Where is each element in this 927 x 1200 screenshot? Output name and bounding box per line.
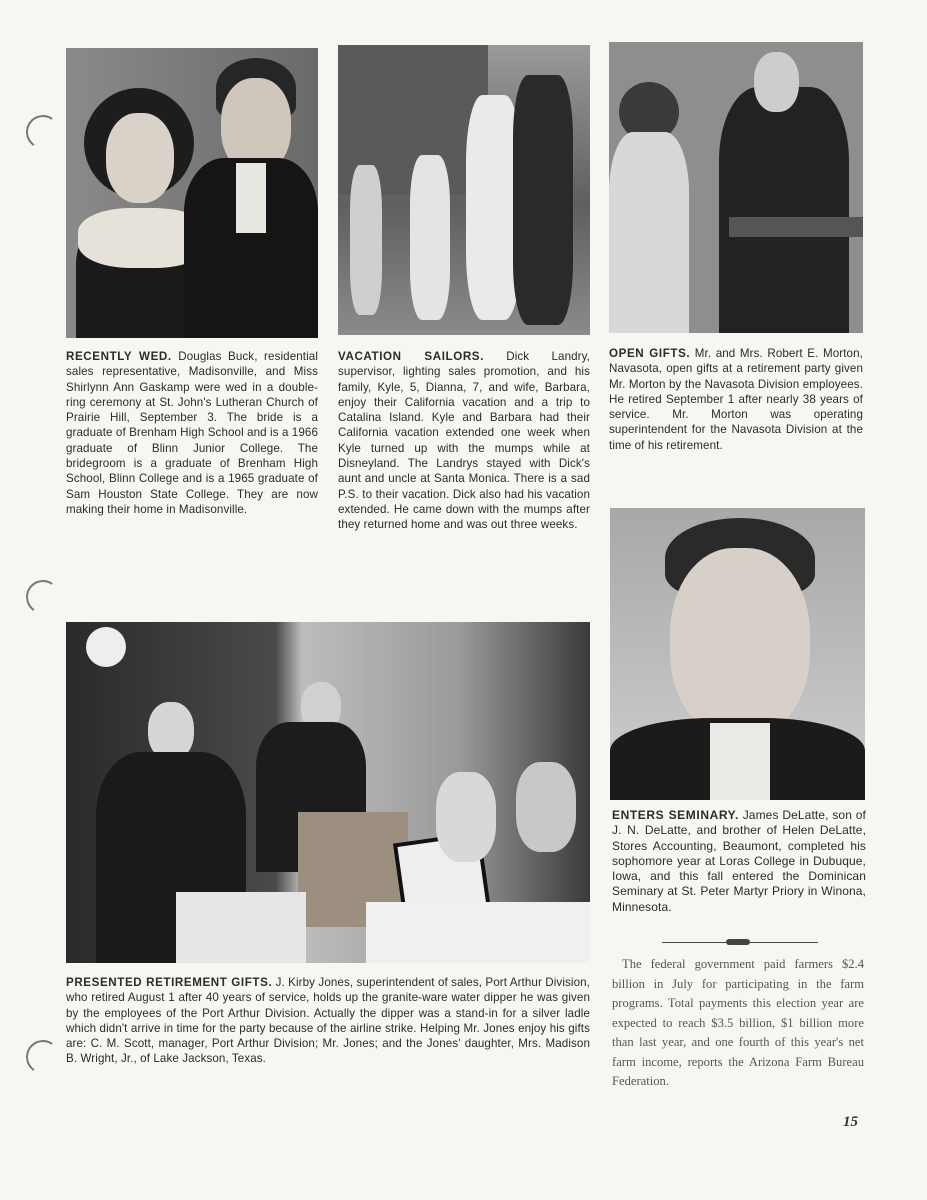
- ornamental-divider: [662, 942, 818, 943]
- binder-hole-mark: [23, 577, 62, 616]
- filler-article: The federal government paid farmers $2.4 billion in July for participating in the farm programs. Total payments this election year are expected to reach $3.5 billion, $1 billion more than last year, and one fourth of this year's net farm income, reports the Arizona Farm Bureau Federation.: [612, 957, 864, 1088]
- binder-hole-mark: [23, 1037, 62, 1076]
- caption-body: J. Kirby Jones, superintendent of sales, Port Arthur Division, who retired August 1 after 40 years of service, holds up the granite-ware water dipper he was given by the employees of the Port Arthur Division. Actually the dipper was a stand-in for a silver ladle which didn't arrive in time for the party because of the airline strike. Helping Mr. Jones enjoy his gifts are: C. M. Scott, manager, Port Arthur Division; Mr. Jones; and the Jones' daughter, Mrs. Madison B. Wright, Jr., of Lake Jackson, Texas.: [66, 976, 590, 1066]
- photo-retirement-gifts: [66, 622, 590, 963]
- photo-recently-wed: [66, 48, 318, 338]
- caption-body: Douglas Buck, residential sales representative, Madisonville, and Miss Shirlynn Ann Gaskamp were wed in a double-ring ceremony at St. John's Lutheran Church of Prairie Hill, September 3. The bride is a graduate of Brenham High School and is a 1966 graduate of Blinn Junior College. The bridegroom is a graduate of Brenham High School, Blinn College and is a 1965 graduate of Sam Houston State College. They are now making their home in Madisonville.: [66, 350, 319, 516]
- caption-open-gifts: [609, 346, 863, 453]
- binder-hole-mark: [23, 112, 62, 151]
- caption-heading: OPEN GIFTS.: [609, 347, 691, 360]
- photo-enters-seminary: [610, 508, 865, 800]
- photo-vacation-sailors: [338, 45, 590, 335]
- caption-vacation-sailors: [338, 349, 590, 533]
- page-number: 15: [843, 1114, 858, 1130]
- caption-heading: ENTERS SEMINARY.: [612, 808, 739, 822]
- caption-body: Mr. and Mrs. Robert E. Morton, Navasota, open gifts at a retirement party given Mr. Morton by the Navasota Division employees. He retired September 1 after nearly 38 years of service. Mr. Morton was operating superintendent for the Navasota Division at the time of his retirement.: [609, 347, 863, 452]
- caption-heading: VACATION SAILORS.: [338, 350, 484, 363]
- caption-enters-seminary: [612, 808, 866, 915]
- caption-heading: RECENTLY WED.: [66, 350, 172, 363]
- caption-heading: PRESENTED RETIREMENT GIFTS.: [66, 976, 273, 989]
- photo-open-gifts: [609, 42, 863, 333]
- caption-body: Dick Landry, supervisor, lighting sales promotion, and his family, Kyle, 5, Dianna, 7, and wife, Barbara, enjoy their California vacation and a trip to Catalina Island. Kyle and Barbara had their California vacation extended one week when Kyle turned up with the mumps while at Disneyland. The Landrys stayed with Dick's aunt and uncle at Santa Monica. There is a sad P.S. to their vacation. Dick also had his vacation extended. He came down with the mumps after they returned home and was out three weeks.: [338, 350, 591, 532]
- caption-retirement-gifts: [66, 975, 590, 1067]
- caption-body: James DeLatte, son of J. N. DeLatte, and brother of Helen DeLatte, Stores Accounting, Beaumont, completed his sophomore year at Loras College in Dubuque, Iowa, and this fall entered the Dominican Seminary at St. Peter Martyr Priory in Winona, Minnesota.: [612, 808, 866, 914]
- caption-recently-wed: [66, 349, 318, 517]
